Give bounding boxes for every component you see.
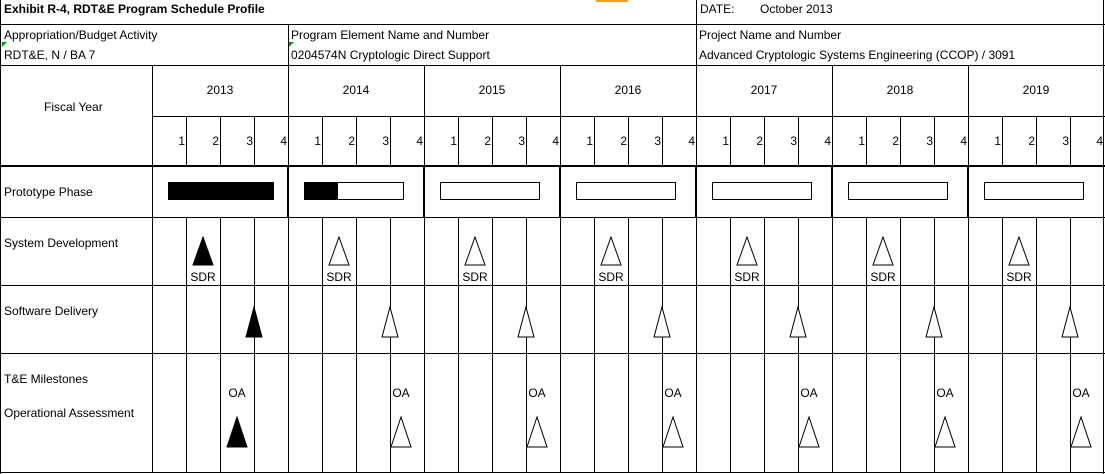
sdr-milestone-triangle [736,236,758,266]
operational-assessment-label: OA [664,386,682,400]
quarter-tick [322,116,323,166]
quarter-number: 3 [518,134,525,148]
year-header: 2017 [750,83,778,97]
quarter-tick [934,116,935,166]
quarter-grid-line [628,217,629,473]
quarter-tick [1070,116,1071,166]
year-divider-body [560,217,561,473]
operational-assessment-label: OA [1072,386,1090,400]
year-divider-header [696,65,697,166]
year-divider-body [287,165,289,218]
year-header: 2015 [478,83,506,97]
quarter-tick [220,116,221,166]
grid-line [288,24,289,66]
prototype-phase-bar [576,182,676,200]
quarter-number: 1 [858,134,865,148]
quarter-number: 1 [586,134,593,148]
quarter-grid-line [458,217,459,473]
quarter-tick [1002,116,1003,166]
sdr-milestone-triangle [872,236,894,266]
quarter-tick [730,116,731,166]
grid-line [0,165,1105,167]
quarter-tick [356,116,357,166]
quarter-tick [798,116,799,166]
grid-line [0,472,1105,473]
operational-assessment-label: OA [528,386,546,400]
year-divider-body [968,217,969,473]
quarter-number: 4 [1096,134,1103,148]
program-element-value: 0204574N Cryptologic Direct Support [291,48,490,62]
prototype-phase-bar [712,182,812,200]
quarter-tick [662,116,663,166]
software-delivery-triangle [925,306,943,338]
quarter-number: 2 [484,134,491,148]
operational-assessment-label: OA [392,386,410,400]
quarter-number: 2 [348,134,355,148]
sdr-milestone-label: SDR [734,270,760,284]
row-label-prototype-phase: Prototype Phase [4,185,93,199]
year-divider-body [831,165,833,218]
sdr-milestone-triangle [600,236,622,266]
cell-comment-marker [289,42,294,47]
sdr-milestone-triangle [464,236,486,266]
project-value: Advanced Cryptologic Systems Engineering (CCOP) / 3091 [699,48,1016,62]
operational-assessment-triangle [226,416,248,448]
quarter-number: 3 [246,134,253,148]
operational-assessment-triangle [1070,416,1092,448]
operational-assessment-triangle [526,416,548,448]
program-element-label: Program Element Name and Number [291,28,490,42]
quarter-number: 4 [416,134,423,148]
sdr-milestone-label: SDR [462,270,488,284]
operational-assessment-triangle [390,416,412,448]
prototype-phase-bar [848,182,948,200]
quarter-tick [186,116,187,166]
quarter-number: 2 [892,134,899,148]
quarter-number: 4 [960,134,967,148]
year-divider-body [695,165,697,218]
prototype-phase-progress [304,182,338,200]
quarter-tick [594,116,595,166]
sdr-milestone-triangle [328,236,350,266]
cell-comment-marker [2,42,7,47]
year-divider-body [832,217,833,473]
operational-assessment-triangle [662,416,684,448]
year-divider-header [832,65,833,166]
quarter-tick [1036,116,1037,166]
quarter-grid-line [322,217,323,473]
operational-assessment-triangle [798,416,820,448]
software-delivery-triangle [517,306,535,338]
software-delivery-triangle [789,306,807,338]
row-label-software-delivery: Software Delivery [4,304,99,318]
prototype-phase-bar [440,182,540,200]
year-header: 2018 [886,83,914,97]
year-divider-body [559,165,561,218]
quarter-number: 3 [382,134,389,148]
project-label: Project Name and Number [699,28,842,42]
year-header: 2014 [342,83,370,97]
grid-line [0,24,1105,25]
quarter-tick [866,116,867,166]
grid-line [0,217,1105,218]
grid-line [1103,0,1104,474]
quarter-number: 2 [756,134,763,148]
orange-cell-marker [596,0,628,2]
quarter-number: 1 [994,134,1001,148]
prototype-phase-bar [984,182,1084,200]
quarter-number: 2 [620,134,627,148]
grid-line [696,0,697,66]
quarter-grid-line [866,217,867,473]
quarter-number: 1 [450,134,457,148]
row-label-system-development: System Development [4,236,119,250]
quarter-number: 4 [824,134,831,148]
appropriation-label: Appropriation/Budget Activity [4,28,158,42]
year-divider-header [288,65,289,166]
quarter-number: 4 [552,134,559,148]
sdr-milestone-label: SDR [190,270,216,284]
quarter-tick [628,116,629,166]
quarter-number: 3 [926,134,933,148]
sdr-milestone-label: SDR [598,270,624,284]
sdr-milestone-label: SDR [870,270,896,284]
exhibit-title: Exhibit R-4, RDT&E Program Schedule Profile [4,2,265,16]
appropriation-value: RDT&E, N / BA 7 [4,48,96,62]
year-header: 2013 [206,83,234,97]
year-divider-body [424,217,425,473]
sdr-milestone-triangle [1008,236,1030,266]
year-divider-body [696,217,697,473]
quarter-grid-line [1002,217,1003,473]
quarter-number: 1 [178,134,185,148]
quarter-number: 4 [688,134,695,148]
quarter-number: 3 [1062,134,1069,148]
row-label-te-milestones: T&E Milestones [4,372,89,386]
year-header: 2016 [614,83,642,97]
year-divider-body [423,165,425,218]
quarter-tick [390,116,391,166]
year-divider-body [288,217,289,473]
row-label-operational-assessment: Operational Assessment [4,406,135,420]
date-label: DATE: [700,2,735,16]
quarter-grid-line [220,217,221,473]
prototype-phase-progress [168,182,274,200]
grid-line [0,65,1105,66]
quarter-grid-line [730,217,731,473]
grid-line [0,285,1105,286]
software-delivery-triangle [653,306,671,338]
quarter-tick [492,116,493,166]
quarter-grid-line [186,217,187,473]
quarter-grid-line [1036,217,1037,473]
software-delivery-triangle [1061,306,1079,338]
operational-assessment-label: OA [228,386,246,400]
sdr-milestone-triangle [192,236,214,266]
quarter-number: 4 [280,134,287,148]
year-divider-header [968,65,969,166]
grid-line [0,0,1,474]
quarter-number: 2 [1028,134,1035,148]
quarter-tick [254,116,255,166]
grid-line [0,353,1105,354]
quarter-tick [764,116,765,166]
year-divider-body [967,165,969,218]
year-divider-header [424,65,425,166]
quarter-number: 2 [212,134,219,148]
operational-assessment-triangle [934,416,956,448]
quarter-grid-line [900,217,901,473]
quarter-grid-line [764,217,765,473]
software-delivery-triangle [245,306,263,338]
year-header: 2019 [1022,83,1050,97]
year-divider-header [560,65,561,166]
quarter-grid-line [254,217,255,473]
software-delivery-triangle [381,306,399,338]
sdr-milestone-label: SDR [326,270,352,284]
quarter-tick [900,116,901,166]
grid-line [152,65,153,473]
quarter-number: 1 [314,134,321,148]
operational-assessment-label: OA [936,386,954,400]
operational-assessment-label: OA [800,386,818,400]
quarter-grid-line [492,217,493,473]
quarter-number: 1 [722,134,729,148]
quarter-number: 3 [654,134,661,148]
quarter-grid-line [594,217,595,473]
sdr-milestone-label: SDR [1006,270,1032,284]
quarter-tick [458,116,459,166]
quarter-grid-line [356,217,357,473]
quarter-tick [526,116,527,166]
date-value: October 2013 [760,2,833,16]
quarter-number: 3 [790,134,797,148]
fiscal-year-label: Fiscal Year [44,100,103,114]
